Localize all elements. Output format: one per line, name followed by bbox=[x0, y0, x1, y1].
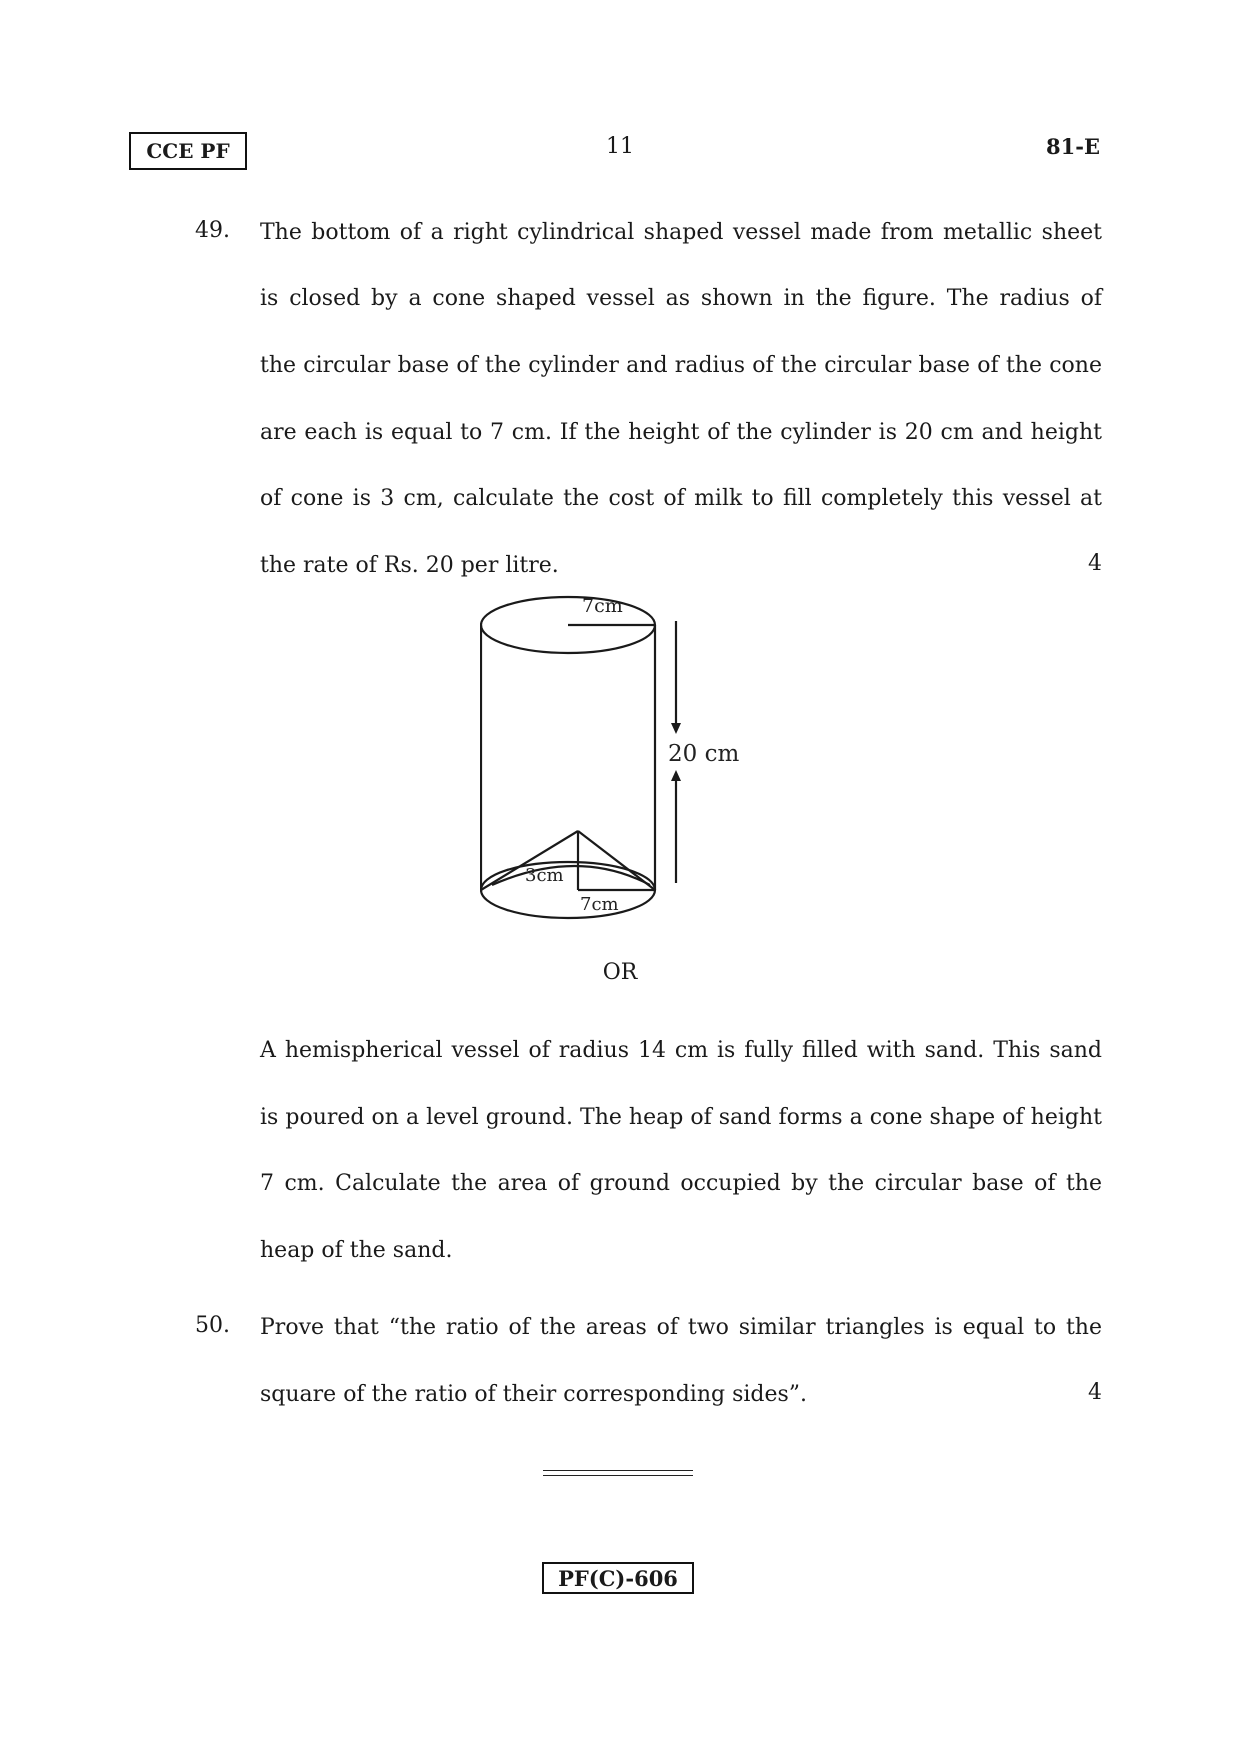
question-49-line-1: The bottom of a right cylindrical shaped vessel made from metallic sheet bbox=[260, 220, 1102, 245]
question-50-marks: 4 bbox=[1088, 1380, 1102, 1405]
height-arrow-up-head bbox=[671, 770, 681, 781]
question-50-line-2: square of the ratio of their corresponding sides”. bbox=[260, 1382, 808, 1407]
paper-code: 81-E bbox=[1046, 134, 1100, 159]
question-49-line-5: of cone is 3 cm, calculate the cost of milk to fill completely this vessel at bbox=[260, 486, 1102, 511]
question-49-line-6: the rate of Rs. 20 per litre. bbox=[260, 553, 559, 578]
cone-height-label: 3cm bbox=[525, 865, 564, 886]
question-49-marks: 4 bbox=[1088, 551, 1102, 576]
question-49-line-3: the circular base of the cylinder and radius of the circular base of the cone bbox=[260, 353, 1102, 378]
question-49-line-2: is closed by a cone shaped vessel as shown in the figure. The radius of bbox=[260, 286, 1102, 311]
top-radius-label: 7cm bbox=[582, 595, 623, 617]
alt-question-line-2: is poured on a level ground. The heap of sand forms a cone shape of height bbox=[260, 1105, 1102, 1130]
page-number: 11 bbox=[606, 134, 634, 159]
header-code-box: CCE PF bbox=[129, 132, 247, 170]
alt-question-line-1: A hemispherical vessel of radius 14 cm is fully filled with sand. This sand bbox=[260, 1038, 1102, 1063]
alt-question-line-4: heap of the sand. bbox=[260, 1238, 453, 1263]
question-49-line-4: are each is equal to 7 cm. If the height of the cylinder is 20 cm and height bbox=[260, 420, 1102, 445]
question-50-line-1: Prove that “the ratio of the areas of two similar triangles is equal to the bbox=[260, 1315, 1102, 1340]
end-rule-top bbox=[543, 1470, 693, 1471]
height-arrow-down-head bbox=[671, 723, 681, 734]
question-50-number: 50. bbox=[195, 1313, 230, 1338]
height-label: 20 cm bbox=[668, 741, 740, 767]
question-49-number: 49. bbox=[195, 218, 230, 243]
end-rule-bottom bbox=[543, 1475, 693, 1476]
alt-question-line-3: 7 cm. Calculate the area of ground occupied by the circular base of the bbox=[260, 1171, 1102, 1196]
cone-radius-label: 7cm bbox=[580, 894, 619, 915]
or-label: OR bbox=[602, 960, 638, 985]
footer-code-box: PF(C)-606 bbox=[542, 1562, 694, 1594]
cylinder-cone-figure bbox=[480, 585, 780, 925]
